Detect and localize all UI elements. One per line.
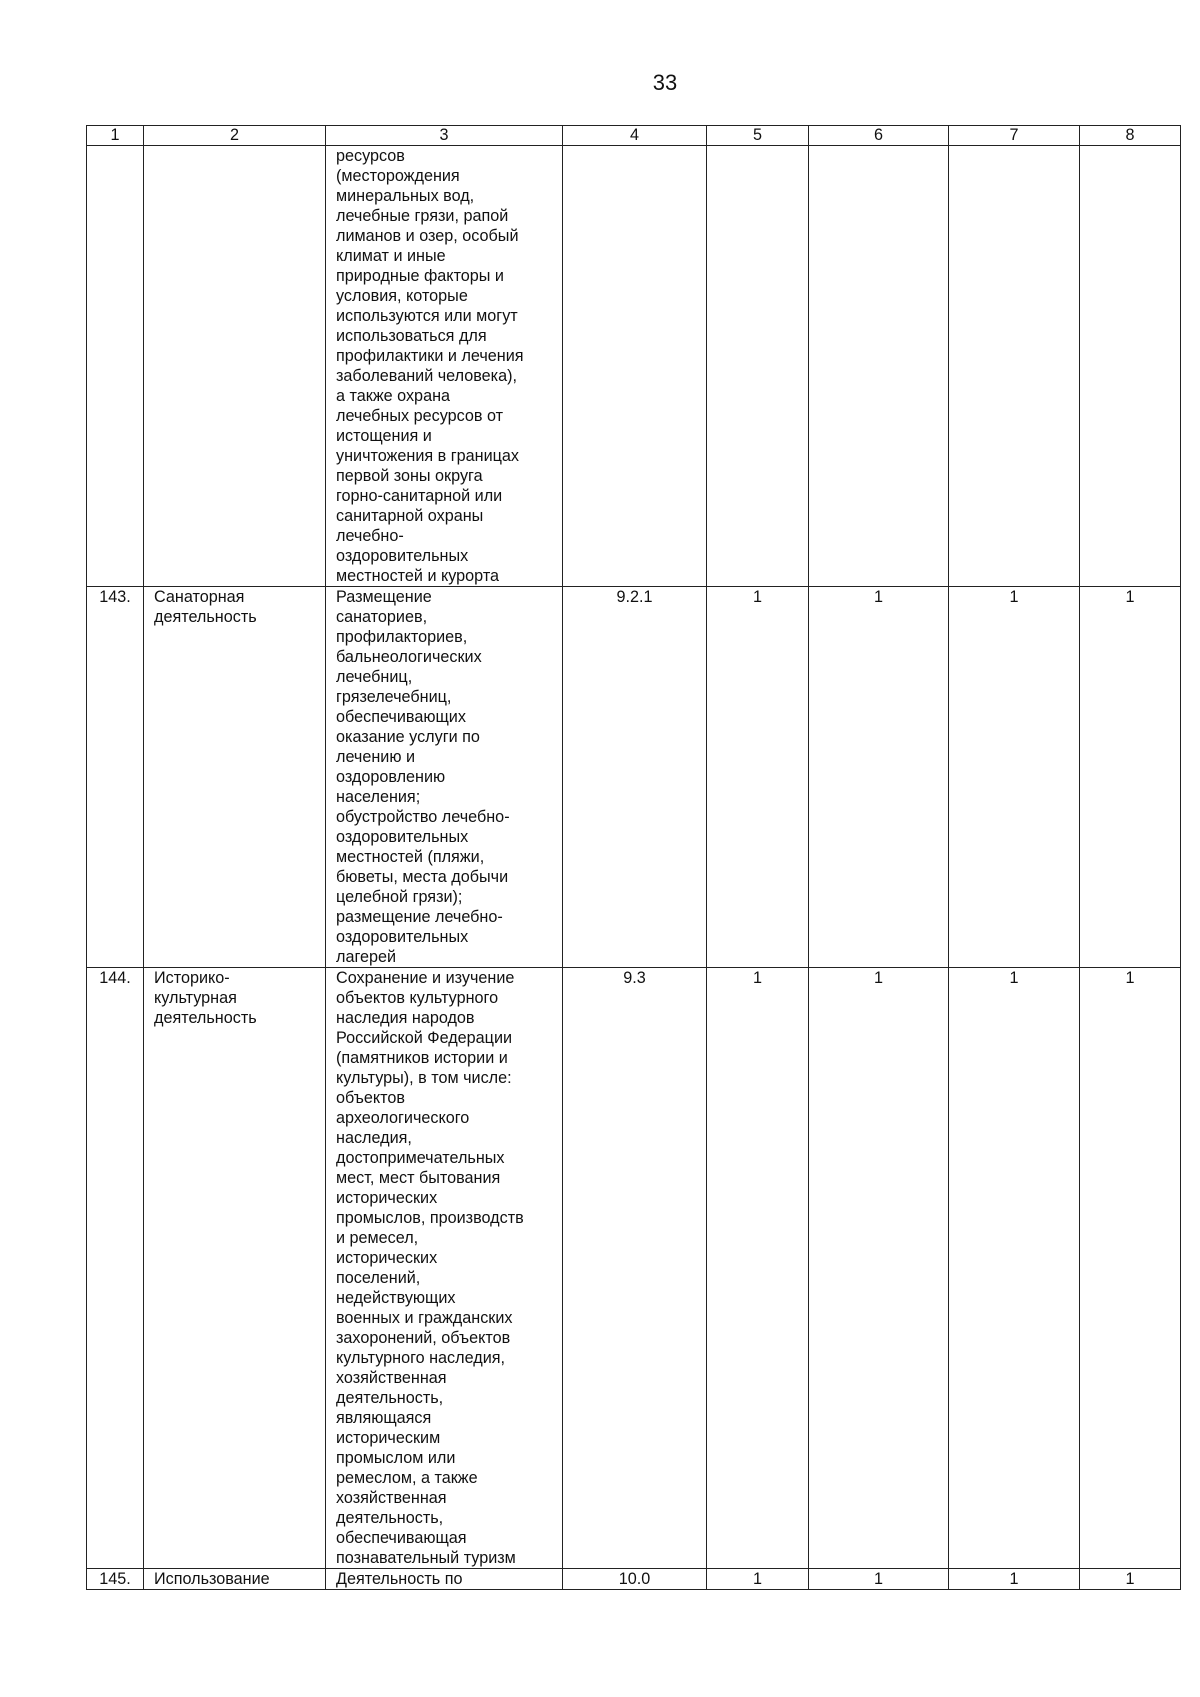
header-cell: 2: [144, 126, 326, 146]
description-cell: [326, 968, 563, 1569]
value-cell: 1: [1080, 1569, 1181, 1590]
text-line: первой зоны округа: [336, 467, 483, 485]
text-line: Использование: [154, 1570, 270, 1588]
header-cell: 8: [1080, 126, 1181, 146]
code-cell: [563, 146, 707, 587]
text-line: заболеваний человека),: [336, 367, 518, 385]
table-row: [87, 1569, 1181, 1590]
text-line: объектов культурного: [336, 989, 499, 1007]
header-cell: 5: [707, 126, 809, 146]
text-line: природные факторы и: [336, 267, 504, 285]
text-line: климат и иные: [336, 247, 446, 265]
text-line: горно-санитарной или: [336, 487, 503, 505]
header-cell: 1: [87, 126, 144, 146]
value-cell: 1: [707, 587, 809, 968]
row-number-cell: 145.: [87, 1569, 144, 1590]
value-cell: 1: [809, 1569, 949, 1590]
land-use-name-cell: [144, 1569, 326, 1590]
text-line: целебной грязи);: [336, 888, 463, 906]
code-cell: 10.0: [563, 1569, 707, 1590]
text-line: лечебных ресурсов от: [336, 407, 504, 425]
code-cell: 9.2.1: [563, 587, 707, 968]
value-cell: [1080, 146, 1181, 587]
text-line: оздоровительных: [336, 928, 469, 946]
text-line: познавательный туризм: [336, 1549, 516, 1567]
text-line: лечебниц,: [336, 668, 413, 686]
text-line: грязелечебниц,: [336, 688, 452, 706]
value-cell: 1: [949, 1569, 1080, 1590]
text-line: исторических: [336, 1189, 438, 1207]
table-row: [87, 587, 1181, 968]
text-line: оздоровительных: [336, 828, 469, 846]
text-line: деятельность: [154, 1009, 257, 1027]
value-cell: 1: [809, 587, 949, 968]
page-number: 33: [652, 70, 678, 95]
text-line: уничтожения в границах: [336, 447, 519, 465]
header-cell: 7: [949, 126, 1080, 146]
text-line: Деятельность по: [336, 1570, 463, 1588]
text-line: обустройство лечебно-: [336, 808, 510, 826]
text-line: лечебные грязи, рапой: [336, 207, 509, 225]
text-line: санаториев,: [336, 608, 428, 626]
text-line: оздоровлению: [336, 768, 446, 786]
text-line: оказание услуги по: [336, 728, 480, 746]
text-line: недействующих: [336, 1289, 456, 1307]
text-line: наследия народов: [336, 1009, 475, 1027]
text-line: хозяйственная: [336, 1489, 447, 1507]
text-line: Санаторная: [154, 588, 245, 606]
text-line: хозяйственная: [336, 1369, 447, 1387]
table-row: [87, 968, 1181, 1569]
row-number-cell: 143.: [87, 587, 144, 968]
land-use-name-cell: [144, 587, 326, 968]
text-line: профилакториев,: [336, 628, 468, 646]
text-line: профилактики и лечения: [336, 347, 524, 365]
row-number-cell: 144.: [87, 968, 144, 1569]
value-cell: 1: [949, 587, 1080, 968]
description-cell: [326, 146, 563, 587]
text-line: используются или могут: [336, 307, 518, 325]
header-cell: 4: [563, 126, 707, 146]
value-cell: 1: [809, 968, 949, 1569]
text-line: (памятников истории и: [336, 1049, 508, 1067]
value-cell: 1: [707, 968, 809, 1569]
text-line: культуры), в том числе:: [336, 1069, 512, 1087]
text-line: культурного наследия,: [336, 1349, 505, 1367]
value-cell: 1: [707, 1569, 809, 1590]
value-cell: [809, 146, 949, 587]
text-line: местностей и курорта: [336, 567, 500, 585]
text-line: достопримечательных: [336, 1149, 505, 1167]
text-line: обеспечивающих: [336, 708, 466, 726]
header-cell: 3: [326, 126, 563, 146]
description-cell: [326, 1569, 563, 1590]
land-use-name-cell: [144, 146, 326, 587]
text-line: промыслов, производств: [336, 1209, 524, 1227]
text-line: Российской Федерации: [336, 1029, 513, 1047]
text-line: исторических: [336, 1249, 438, 1267]
text-line: населения;: [336, 788, 421, 806]
text-line: (месторождения: [336, 167, 460, 185]
text-line: ресурсов: [336, 147, 405, 165]
description-cell: [326, 587, 563, 968]
text-line: размещение лечебно-: [336, 908, 503, 926]
text-line: местностей (пляжи,: [336, 848, 485, 866]
value-cell: [949, 146, 1080, 587]
text-line: деятельность: [154, 608, 257, 626]
text-line: объектов: [336, 1089, 405, 1107]
data-table: [86, 125, 1181, 1590]
text-line: бюветы, места добычи: [336, 868, 509, 886]
text-line: Сохранение и изучение: [336, 969, 515, 987]
text-line: Размещение: [336, 588, 432, 606]
text-line: ремеслом, а также: [336, 1469, 478, 1487]
text-line: являющаяся: [336, 1409, 432, 1427]
text-line: лиманов и озер, особый: [336, 227, 519, 245]
text-line: промыслом или: [336, 1449, 456, 1467]
text-line: захоронений, объектов: [336, 1329, 511, 1347]
text-line: использоваться для: [336, 327, 487, 345]
text-line: Историко-: [154, 969, 230, 987]
text-line: обеспечивающая: [336, 1529, 467, 1547]
text-line: мест, мест бытования: [336, 1169, 501, 1187]
value-cell: 1: [949, 968, 1080, 1569]
text-line: культурная: [154, 989, 237, 1007]
value-cell: [707, 146, 809, 587]
row-number-cell: [87, 146, 144, 587]
text-line: лечебно-: [336, 527, 404, 545]
text-line: наследия,: [336, 1129, 412, 1147]
text-line: историческим: [336, 1429, 441, 1447]
text-line: условия, которые: [336, 287, 468, 305]
value-cell: 1: [1080, 587, 1181, 968]
land-use-name-cell: [144, 968, 326, 1569]
text-line: и ремесел,: [336, 1229, 419, 1247]
text-line: а также охрана: [336, 387, 451, 405]
text-line: оздоровительных: [336, 547, 469, 565]
text-line: деятельность,: [336, 1509, 444, 1527]
text-line: поселений,: [336, 1269, 421, 1287]
table-row: [87, 146, 1181, 587]
text-line: минеральных вод,: [336, 187, 475, 205]
text-line: бальнеологических: [336, 648, 482, 666]
text-line: археологического: [336, 1109, 470, 1127]
text-line: санитарной охраны: [336, 507, 484, 525]
text-line: деятельность,: [336, 1389, 444, 1407]
text-line: лечению и: [336, 748, 416, 766]
text-line: истощения и: [336, 427, 432, 445]
header-cell: 6: [809, 126, 949, 146]
text-line: военных и гражданских: [336, 1309, 513, 1327]
text-line: лагерей: [336, 948, 397, 966]
code-cell: 9.3: [563, 968, 707, 1569]
header-row: [87, 126, 1181, 146]
value-cell: 1: [1080, 968, 1181, 1569]
